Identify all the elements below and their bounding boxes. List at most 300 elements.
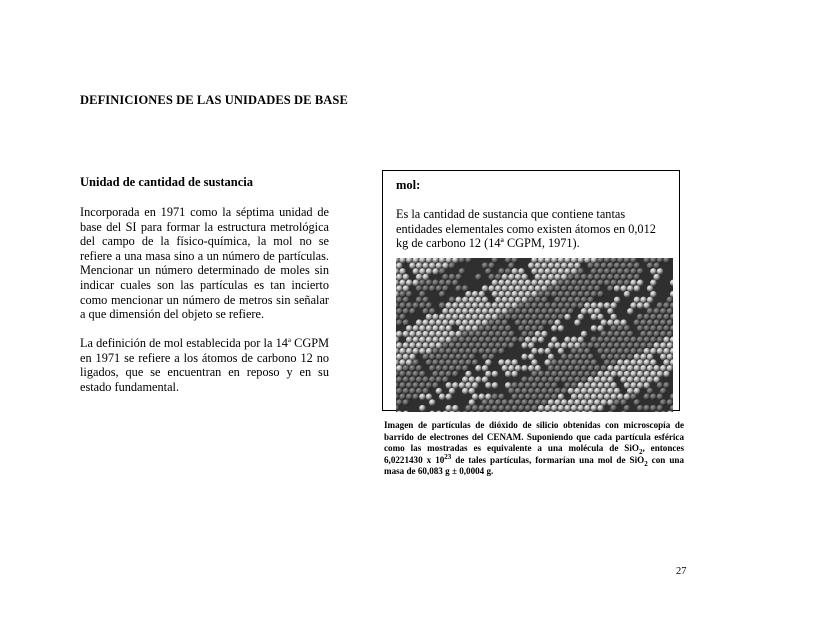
- particle-sphere: [617, 371, 624, 378]
- particle-sphere: [462, 308, 469, 315]
- particle-sphere: [660, 308, 667, 315]
- particle-sphere: [535, 297, 542, 304]
- particle-sphere: [637, 371, 644, 378]
- particle-sphere: [399, 268, 406, 275]
- particle-sphere: [485, 348, 492, 355]
- particle-sphere: [422, 285, 429, 292]
- particle-sphere: [614, 274, 621, 281]
- particle-sphere: [541, 274, 548, 281]
- particle-sphere: [601, 399, 608, 406]
- particle-sphere: [469, 308, 476, 315]
- particle-sphere: [399, 348, 406, 355]
- particle-sphere: [637, 302, 644, 309]
- particle-sphere: [508, 297, 515, 304]
- particle-sphere: [446, 405, 453, 412]
- particle-sphere: [624, 268, 631, 275]
- particle-sphere: [581, 365, 588, 372]
- particle-sphere: [587, 308, 594, 315]
- particle-sphere: [604, 280, 611, 287]
- particle-sphere: [452, 348, 459, 355]
- particle-sphere: [611, 268, 618, 275]
- particle-sphere: [426, 337, 433, 344]
- particle-sphere: [528, 297, 535, 304]
- particle-sphere: [409, 308, 416, 315]
- particle-sphere: [465, 291, 472, 298]
- particle-sphere: [422, 376, 429, 383]
- particle-sphere: [561, 262, 568, 269]
- particle-sphere: [518, 280, 525, 287]
- particle-sphere: [611, 405, 618, 412]
- particle-sphere: [429, 308, 436, 315]
- particle-sphere: [531, 280, 538, 287]
- particle-sphere: [413, 302, 420, 309]
- particle-sphere: [396, 274, 403, 281]
- particle-sphere: [492, 291, 499, 298]
- particle-sphere: [634, 388, 641, 395]
- particle-sphere: [512, 280, 519, 287]
- particle-sphere: [465, 348, 472, 355]
- particle-sphere: [657, 405, 664, 412]
- particle-sphere: [564, 405, 571, 412]
- particle-sphere: [545, 348, 552, 355]
- particle-sphere: [512, 314, 519, 321]
- particle-sphere: [492, 371, 499, 378]
- particle-sphere: [663, 302, 670, 309]
- particle-sphere: [399, 382, 406, 389]
- particle-sphere: [502, 331, 509, 338]
- particle-sphere: [482, 376, 489, 383]
- particle-sphere: [422, 331, 429, 338]
- particle-sphere: [508, 285, 515, 292]
- particle-sphere: [422, 319, 429, 326]
- particle-sphere: [409, 331, 416, 338]
- particle-sphere: [561, 274, 568, 281]
- particle-sphere: [538, 280, 545, 287]
- particle-sphere: [459, 325, 466, 332]
- particle-sphere: [439, 268, 446, 275]
- particle-sphere: [396, 297, 403, 304]
- particle-sphere: [442, 262, 449, 269]
- particle-sphere: [479, 337, 486, 344]
- particle-sphere: [571, 302, 578, 309]
- particle-sphere: [429, 342, 436, 349]
- particle-sphere: [653, 342, 660, 349]
- particle-sphere: [548, 319, 555, 326]
- particle-sphere: [584, 302, 591, 309]
- particle-sphere: [416, 376, 423, 383]
- particle-sphere: [627, 342, 634, 349]
- particle-sphere: [436, 319, 443, 326]
- particle-sphere: [653, 308, 660, 315]
- particle-sphere: [554, 308, 561, 315]
- particle-sphere: [660, 319, 667, 326]
- particle-sphere: [475, 331, 482, 338]
- particle-sphere: [548, 308, 555, 315]
- particle-sphere: [403, 285, 410, 292]
- particle-sphere: [630, 371, 637, 378]
- particle-sphere: [578, 268, 585, 275]
- particle-sphere: [488, 274, 495, 281]
- particle-sphere: [508, 262, 515, 269]
- particle-sphere: [551, 325, 558, 332]
- particle-sphere: [409, 262, 416, 269]
- particle-sphere: [429, 354, 436, 361]
- particle-sphere: [442, 354, 449, 361]
- particle-sphere: [482, 319, 489, 326]
- particle-sphere: [416, 297, 423, 304]
- particle-sphere: [644, 394, 651, 401]
- particle-sphere: [627, 365, 634, 372]
- particle-sphere: [647, 297, 654, 304]
- particle-sphere: [624, 291, 631, 298]
- particle-sphere: [505, 359, 512, 366]
- particle-sphere: [637, 268, 644, 275]
- particle-sphere: [518, 325, 525, 332]
- particle-sphere: [502, 285, 509, 292]
- particle-sphere: [521, 365, 528, 372]
- particle-sphere: [482, 262, 489, 269]
- particle-sphere: [419, 337, 426, 344]
- particle-sphere: [647, 308, 654, 315]
- caption-part-4: con una masa de 60,083 g ± 0,0004 g.: [384, 454, 684, 477]
- particle-sphere: [521, 285, 528, 292]
- particle-sphere: [452, 280, 459, 287]
- particle-sphere: [584, 394, 591, 401]
- particle-sphere: [611, 325, 618, 332]
- particle-sphere: [469, 331, 476, 338]
- particle-sphere: [545, 382, 552, 389]
- particle-sphere: [403, 297, 410, 304]
- particle-sphere: [614, 331, 621, 338]
- particle-sphere: [627, 262, 634, 269]
- particle-sphere: [597, 280, 604, 287]
- particle-sphere: [452, 337, 459, 344]
- particle-sphere: [538, 314, 545, 321]
- particle-sphere: [551, 302, 558, 309]
- particle-sphere: [551, 314, 558, 321]
- particle-sphere: [446, 394, 453, 401]
- particle-sphere: [650, 291, 657, 298]
- particle-sphere: [488, 354, 495, 361]
- particle-sphere: [554, 297, 561, 304]
- particle-sphere: [597, 405, 604, 412]
- particle-sphere: [406, 359, 413, 366]
- particle-sphere: [653, 331, 660, 338]
- particle-sphere: [455, 342, 462, 349]
- particle-sphere: [611, 371, 618, 378]
- particle-sphere: [416, 319, 423, 326]
- particle-sphere: [620, 274, 627, 281]
- particle-sphere: [617, 394, 624, 401]
- particle-sphere: [607, 376, 614, 383]
- particle-sphere: [571, 405, 578, 412]
- particle-sphere: [545, 394, 552, 401]
- ordinal-superscript: a: [287, 336, 291, 345]
- particle-sphere: [495, 297, 502, 304]
- particle-sphere: [492, 382, 499, 389]
- particle-sphere: [508, 274, 515, 281]
- particle-sphere: [531, 268, 538, 275]
- particle-sphere: [472, 382, 479, 389]
- particle-sphere: [531, 302, 538, 309]
- particle-sphere: [637, 359, 644, 366]
- particle-sphere: [554, 274, 561, 281]
- particle-sphere: [505, 291, 512, 298]
- particle-sphere: [620, 399, 627, 406]
- particle-sphere: [545, 291, 552, 298]
- particle-sphere: [498, 325, 505, 332]
- particle-sphere: [640, 354, 647, 361]
- caption-part-2: , entonces 6,0221430 x 10: [384, 443, 684, 465]
- particle-sphere: [587, 342, 594, 349]
- particle-sphere: [518, 394, 525, 401]
- particle-sphere: [482, 342, 489, 349]
- particle-sphere: [535, 399, 542, 406]
- particle-sphere: [419, 371, 426, 378]
- particle-sphere: [538, 394, 545, 401]
- particle-sphere: [604, 302, 611, 309]
- particle-sphere: [568, 388, 575, 395]
- particle-sphere: [644, 371, 651, 378]
- particle-sphere: [449, 308, 456, 315]
- particle-sphere: [551, 371, 558, 378]
- paragraph-2-start: La definición de mol establecida por la 14: [80, 336, 288, 351]
- particle-sphere: [667, 297, 673, 304]
- particle-sphere: [630, 348, 637, 355]
- particle-sphere: [406, 348, 413, 355]
- particle-sphere: [505, 302, 512, 309]
- particle-sphere: [587, 274, 594, 281]
- particle-sphere: [584, 382, 591, 389]
- section-title: DEFINICIONES DE LAS UNIDADES DE BASE: [80, 93, 348, 107]
- particle-sphere: [399, 280, 406, 287]
- particle-sphere: [518, 405, 525, 412]
- particle-sphere: [653, 319, 660, 326]
- particle-sphere: [597, 371, 604, 378]
- particle-sphere: [634, 342, 641, 349]
- particle-sphere: [488, 399, 495, 406]
- particle-sphere: [564, 371, 571, 378]
- particle-sphere: [637, 325, 644, 332]
- particle-sphere: [581, 308, 588, 315]
- particle-sphere: [667, 399, 673, 406]
- particle-sphere: [439, 280, 446, 287]
- particle-sphere: [581, 354, 588, 361]
- particle-sphere: [564, 314, 571, 321]
- particle-sphere: [446, 359, 453, 366]
- particle-sphere: [479, 348, 486, 355]
- particle-sphere: [505, 280, 512, 287]
- particle-sphere: [436, 342, 443, 349]
- particle-sphere: [479, 325, 486, 332]
- particle-sphere: [455, 319, 462, 326]
- particle-sphere: [498, 359, 505, 366]
- particle-sphere: [472, 325, 479, 332]
- particle-sphere: [488, 285, 495, 292]
- particle-sphere: [472, 348, 479, 355]
- particle-sphere: [601, 331, 608, 338]
- particle-sphere: [554, 376, 561, 383]
- particle-sphere: [564, 302, 571, 309]
- particle-sphere: [432, 280, 439, 287]
- particle-sphere: [512, 382, 519, 389]
- particle-sphere: [498, 268, 505, 275]
- particle-sphere: [465, 382, 472, 389]
- particle-sphere: [541, 388, 548, 395]
- particle-sphere: [630, 280, 637, 287]
- particle-sphere: [538, 302, 545, 309]
- particle-sphere: [551, 337, 558, 344]
- particle-sphere: [597, 291, 604, 298]
- particle-sphere: [426, 280, 433, 287]
- particle-sphere: [482, 365, 489, 372]
- particle-sphere: [568, 297, 575, 304]
- particle-sphere: [426, 348, 433, 355]
- particle-sphere: [650, 359, 657, 366]
- particle-sphere: [396, 262, 403, 269]
- particle-sphere: [482, 354, 489, 361]
- particle-sphere: [554, 285, 561, 292]
- particle-sphere: [568, 262, 575, 269]
- particle-sphere: [446, 325, 453, 332]
- particle-sphere: [528, 376, 535, 383]
- particle-sphere: [459, 337, 466, 344]
- particle-sphere: [653, 376, 660, 383]
- particle-sphere: [502, 297, 509, 304]
- particle-sphere: [528, 285, 535, 292]
- particle-sphere: [409, 342, 416, 349]
- particle-sphere: [495, 285, 502, 292]
- particle-sphere: [637, 348, 644, 355]
- particle-sphere: [416, 331, 423, 338]
- particle-sphere: [512, 371, 519, 378]
- particle-sphere: [653, 365, 660, 372]
- particle-sphere: [528, 331, 535, 338]
- particle-sphere: [492, 302, 499, 309]
- particle-sphere: [472, 314, 479, 321]
- particle-sphere: [601, 262, 608, 269]
- particle-sphere: [419, 280, 426, 287]
- particle-sphere: [409, 365, 416, 372]
- particle-sphere: [439, 314, 446, 321]
- particle-sphere: [449, 297, 456, 304]
- particle-sphere: [663, 337, 670, 344]
- particle-sphere: [564, 359, 571, 366]
- particle-sphere: [627, 388, 634, 395]
- particle-sphere: [578, 382, 585, 389]
- particle-sphere: [419, 382, 426, 389]
- particle-sphere: [634, 319, 641, 326]
- particle-sphere: [617, 325, 624, 332]
- particle-sphere: [406, 280, 413, 287]
- particle-sphere: [601, 319, 608, 326]
- particle-sphere: [545, 359, 552, 366]
- particle-sphere: [630, 268, 637, 275]
- particle-sphere: [413, 280, 420, 287]
- particle-sphere: [538, 337, 545, 344]
- particle-sphere: [535, 308, 542, 315]
- particle-sphere: [406, 337, 413, 344]
- particle-sphere: [406, 382, 413, 389]
- particle-sphere: [465, 314, 472, 321]
- particle-sphere: [578, 314, 585, 321]
- particle-sphere: [469, 399, 476, 406]
- particle-sphere: [528, 399, 535, 406]
- particle-sphere: [601, 274, 608, 281]
- particle-sphere: [498, 337, 505, 344]
- particle-sphere: [396, 388, 403, 395]
- particle-sphere: [597, 337, 604, 344]
- particle-sphere: [446, 280, 453, 287]
- particle-sphere: [597, 348, 604, 355]
- particle-sphere: [657, 268, 664, 275]
- particle-sphere: [650, 405, 657, 412]
- particle-sphere: [554, 399, 561, 406]
- particle-sphere: [462, 297, 469, 304]
- particle-sphere: [432, 382, 439, 389]
- particle-sphere: [571, 359, 578, 366]
- particle-sphere: [505, 405, 512, 412]
- particle-sphere: [574, 274, 581, 281]
- particle-sphere: [607, 354, 614, 361]
- particle-sphere: [531, 359, 538, 366]
- particle-sphere: [634, 262, 641, 269]
- particle-sphere: [419, 268, 426, 275]
- particle-sphere: [462, 376, 469, 383]
- particle-sphere: [663, 314, 670, 321]
- particle-sphere: [597, 325, 604, 332]
- particle-sphere: [614, 297, 621, 304]
- particle-sphere: [429, 285, 436, 292]
- caption-subscript-2: 2: [644, 459, 648, 468]
- particle-sphere: [459, 348, 466, 355]
- particle-sphere: [607, 319, 614, 326]
- particle-sphere: [472, 405, 479, 412]
- particle-sphere: [647, 388, 654, 395]
- particle-sphere: [406, 302, 413, 309]
- particle-sphere: [617, 348, 624, 355]
- particle-sphere: [614, 262, 621, 269]
- particle-sphere: [479, 291, 486, 298]
- silica-particles-micrograph: [396, 258, 673, 412]
- particle-sphere: [663, 371, 670, 378]
- particle-sphere: [495, 331, 502, 338]
- particle-sphere: [531, 337, 538, 344]
- particle-sphere: [548, 365, 555, 372]
- particle-sphere: [413, 325, 420, 332]
- particle-sphere: [409, 376, 416, 383]
- particle-sphere: [578, 359, 585, 366]
- body-text-column: [80, 205, 329, 409]
- particle-sphere: [436, 376, 443, 383]
- particle-sphere: [650, 371, 657, 378]
- particle-sphere: [413, 371, 420, 378]
- particle-sphere: [508, 331, 515, 338]
- particle-sphere: [620, 331, 627, 338]
- particle-sphere: [594, 285, 601, 292]
- particle-sphere: [581, 274, 588, 281]
- particle-sphere: [571, 280, 578, 287]
- particle-sphere: [535, 262, 542, 269]
- particle-sphere: [587, 262, 594, 269]
- particle-sphere: [518, 382, 525, 389]
- particle-sphere: [406, 371, 413, 378]
- particle-sphere: [482, 331, 489, 338]
- particle-sphere: [650, 337, 657, 344]
- particle-sphere: [452, 405, 459, 412]
- definition-box: [382, 170, 680, 411]
- particle-sphere: [617, 268, 624, 275]
